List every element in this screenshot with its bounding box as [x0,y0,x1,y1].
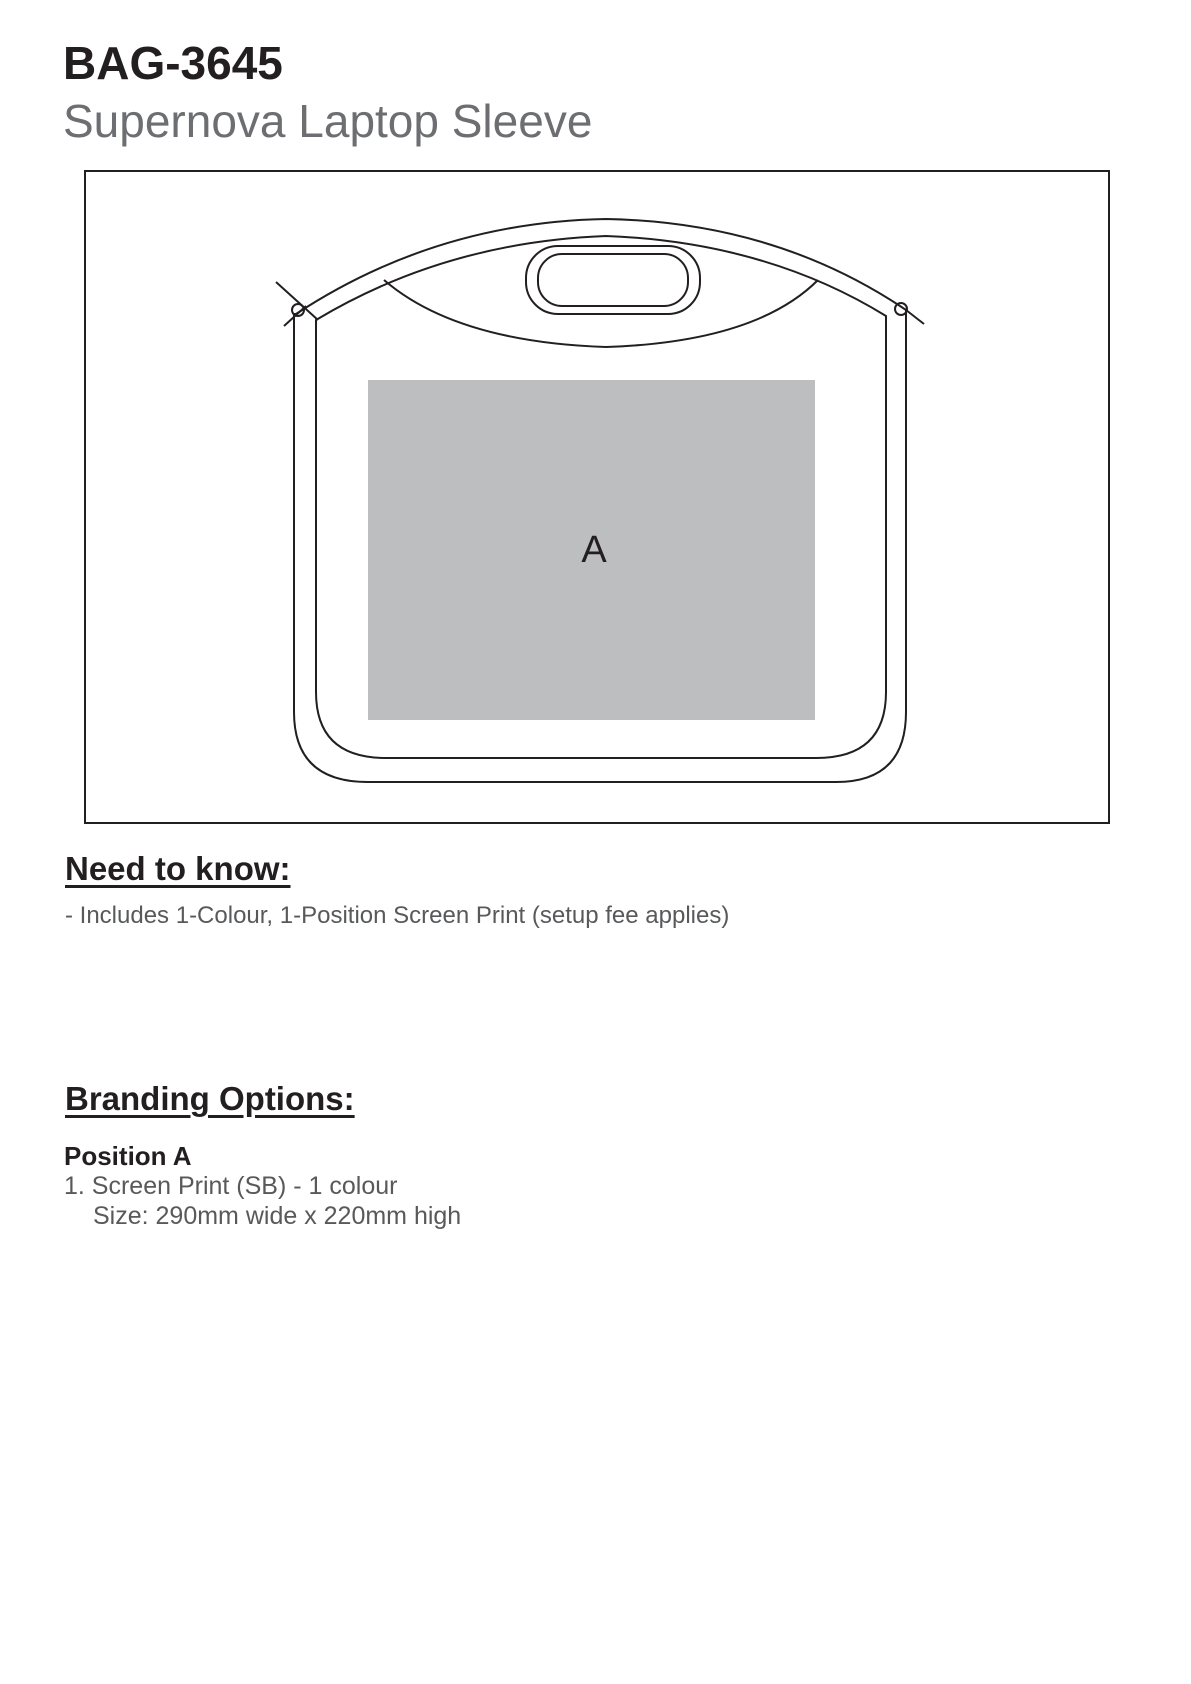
print-area-label: A [581,529,607,571]
branding-options-heading: Branding Options: [65,1080,355,1117]
laptop-sleeve-drawing [86,172,1107,821]
position-a-size: Size: 290mm wide x 220mm high [93,1202,462,1230]
product-illustration-frame [84,170,1110,824]
position-a-heading: Position A [64,1141,192,1171]
product-name: Supernova Laptop Sleeve [63,95,593,147]
product-code: BAG-3645 [63,37,283,89]
position-a-option: 1. Screen Print (SB) - 1 colour [64,1172,398,1200]
need-to-know-heading: Need to know: [65,850,291,887]
need-to-know-note: - Includes 1-Colour, 1-Position Screen Print (setup fee applies) [65,902,730,929]
handle-inner [538,254,688,306]
